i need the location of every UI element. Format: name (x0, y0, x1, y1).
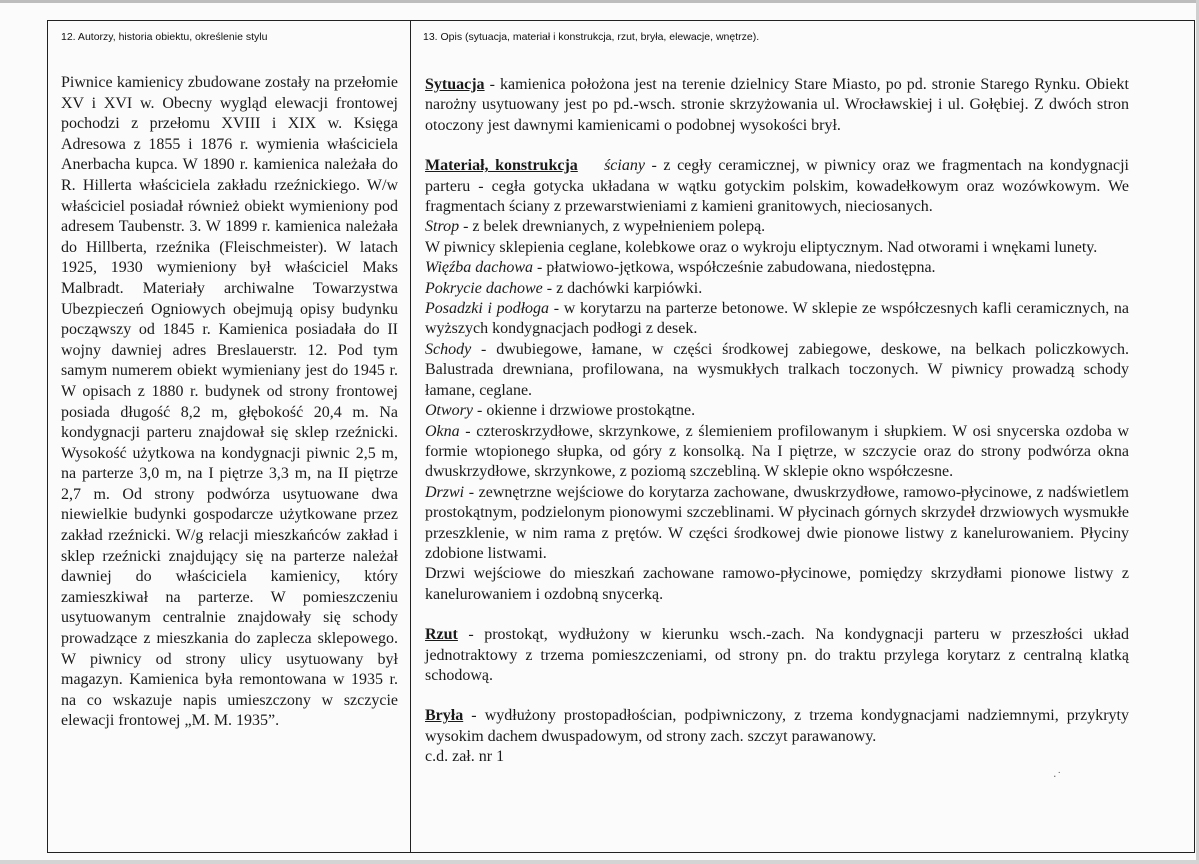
okna-label: Okna (425, 422, 460, 440)
piwnica-line: W piwnicy sklepienia ceglane, kolebkowe oraz o wykroju eliptycznym. Nad otworami i wnękami lunety. (425, 238, 1098, 256)
drzwi-text: - zewnętrzne wejściowe do korytarza zachowane, dwuskrzydłowe, ramowo-płycinowe, z nadświetlem prostokątnym, podzielonym pionowymi szczeblinami. W płycinach górnych skrzydeł drzwiowych wysmukłe przeszklenie, w nim rama z prętów. W części środkowej dwie pionowe listwy z kanelurowaniem. Płyciny zdobione listwami. (425, 483, 1129, 562)
sytuacja-section (425, 75, 1129, 136)
description-column (425, 75, 1129, 768)
posadzki-line (425, 299, 1129, 340)
wiezba-text: - płatwiowo-jętkowa, współcześnie zabudowana, niedostępna. (533, 259, 936, 277)
wiezba-line (425, 258, 1129, 278)
wiezba-label: Więźba dachowa (425, 259, 533, 277)
scan-edge-bottom (0, 860, 1199, 864)
material-section (425, 156, 1129, 217)
rzut-label: Rzut (425, 626, 458, 644)
drzwi-line (425, 483, 1129, 565)
pokrycie-text: - z dachówki karpiówki. (542, 279, 703, 297)
bryla-section (425, 706, 1129, 747)
material-label: Materiał, konstrukcja (425, 157, 578, 175)
schody-label: Schody (425, 340, 472, 358)
sciany-label: ściany (604, 157, 645, 175)
posadzki-label: Posadzki i podłoga (425, 300, 550, 318)
drzwi2-line: Drzwi wejściowe do mieszkań zachowane ramowo-płycinowe, pomiędzy skrzydłami pionowe listwy z kanelurowaniem i ozdobną snycerką. (425, 565, 1129, 603)
otwory-label: Otwory (425, 402, 473, 420)
okna-line (425, 422, 1129, 483)
strop-line (425, 217, 1129, 237)
header-left: 12. Autorzy, historia obiektu, określenie stylu (61, 31, 268, 43)
otwory-text: - okienne i drzwiowe prostokątne. (473, 402, 696, 420)
scan-edge-top (0, 0, 1199, 3)
schody-text: - dwubiegowe, łamane, w części środkowej zabiegowe, deskowe, na belkach policzkowych. Balustrada drewniana, profilowana, na wysmukłych tralkach toczonych. W piwnicy prowadzą schody łamane, ceglane. (425, 340, 1129, 399)
pokrycie-line (425, 279, 1129, 299)
bryla-label: Bryła (425, 707, 464, 725)
scan-speck: ·˙ (1053, 770, 1062, 783)
pokrycie-label: Pokrycie dachowe (425, 279, 543, 297)
okna-text: - czteroskrzydłowe, skrzynkowe, z ślemieniem profilowanym i słupkiem. W osi snycerska ozdoba w formie wtopionego słupka, od góry z konsolką. Na I piętrze, w szczycie oraz do strony podwórza okna dwuskrzydłowe, skrzynkowe, z poziomą szczebliną. W sklepie okno współczesne. (425, 422, 1129, 481)
strop-label: Strop (425, 218, 460, 236)
sytuacja-label: Sytuacja (425, 76, 485, 93)
column-divider (410, 20, 411, 853)
bryla-text: - wydłużony prostopadłościan, podpiwniczony, z trzema kondygnacjami nadziemnymi, przykryty wysokim dachem dwuspadowym, od strony zach. szczyt parawanowy. (425, 707, 1129, 745)
rzut-section (425, 625, 1129, 686)
posadzki-text: - w korytarzu na parterze betonowe. W sklepie ze współczesnych kafli ceramicznych, na wyższych kondygnacjach podłogi z desek. (425, 300, 1130, 338)
sytuacja-text: - kamienica położona jest na terenie dzielnicy Stare Miasto, po pd. stronie Starego Rynku. Obiekt narożny usytuowany jest po pd.-wsch. stronie skrzyżowania ul. Wrocławskiej i ul. Gołębiej. Z dwóch stron otoczony jest dawnymi kamienicami o podobnej wysokości brył. (425, 76, 1129, 134)
continuation-note: c.d. zał. nr 1 (425, 748, 505, 766)
schody-line (425, 340, 1129, 401)
header-right: 13. Opis (sytuacja, materiał i konstrukcja, rzut, bryła, elewacje, wnętrze). (423, 31, 760, 43)
history-text: Piwnice kamienicy zbudowane zostały na przełomie XV i XVI w. Obecny wygląd elewacji frontowej pochodzi z przełomu XVIII i XIX w. Księga Adresowa z 1855 i 1876 r. wymienia właściciela Anerbacha kupca. W 1890 r. kamienica należała do R. Hillerta właściciela zakładu rzeźnickiego. W/w właściciel posiadał również obiekt wymieniony pod adresem Taubenstr. 3. W 1899 r. kamienica należała do Hillberta, rzeźnika (Fleischmeister). W latach 1925, 1930 wymieniony był właściciel Maks Malbradt. Materiały archiwalne Towarzystwa Ubezpieczeń Ogniowych obejmują opisy budynku począwszy od 1845 r. Kamienica posiadała do II wojny dawniej adres Breslauerstr. 12. Pod tym samym numerem obiekt wymieniany jest do 1945 r. W opisach z 1880 r. budynek od strony frontowej posiada długość 8,2 m, głębokość 20,4 m. Na kondygnacji parteru znajdował się sklep rzeźnicki. Wysokość użytkowa na kondygnacji piwnic 2,5 m, na parterze 3,0 m, na I piętrze 3,3 m, na II piętrze 2,7 m. Od strony podwórza usytuowane dwa niewielkie budynki gospodarcze użytkowane przez zakład rzeźnicki. W/g relacji mieszkańców zakład i sklep rzeźnicki znajdujący się na parterze należał dawniej do właściciela kamienicy, który zamieszkiwał na parterze. W pomieszczeniu usytuowanym centralnie znajdowały się schody prowadzące z mieszkania do zaplecza sklepowego. W piwnicy od strony ulicy usytuowany był magazyn. Kamienica była remontowana w 1935 r. na co wskazuje napis umieszczony w szczycie elewacji frontowej „M. M. 1935”. (61, 74, 398, 730)
rzut-text: - prostokąt, wydłużony w kierunku wsch.-zach. Na kondygnacji parteru w przeszłości układ jednotraktowy z trzema pomieszczeniami, od strony pn. do traktu przylega korytarz z centralną klatką schodową. (425, 626, 1129, 684)
otwory-line (425, 401, 1129, 421)
drzwi-label: Drzwi (425, 483, 465, 501)
sciany-text: - z cegły ceramicznej, w piwnicy oraz we fragmentach na kondygnacji parteru - cegła gotycka układana w wątku gotyckim polskim, kowadełkowym oraz wozówkowym. We fragmentach ściany z przewarstwieniami z kamieni granitowych, nieciosanych. (425, 157, 1129, 216)
strop-text: - z belek drewnianych, z wypełnieniem polepą. (459, 218, 766, 236)
